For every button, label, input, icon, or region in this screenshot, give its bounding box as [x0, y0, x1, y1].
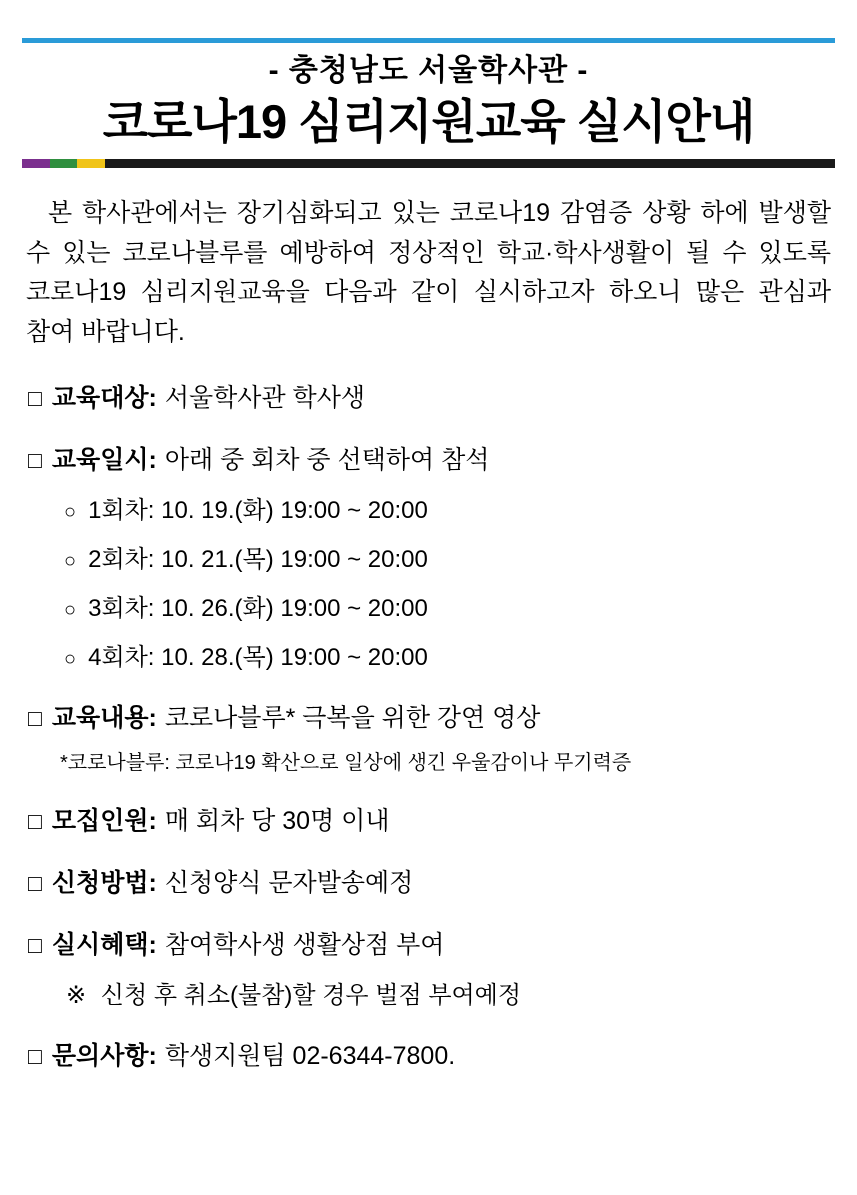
footnote-corona-blue: *코로나블루: 코로나19 확산으로 일상에 생긴 우울감이나 무기력증 — [60, 752, 632, 775]
circle-bullet-icon: ○ — [64, 550, 77, 573]
item-application-method — [22, 863, 835, 899]
item-benefit — [22, 925, 835, 961]
item-contact — [22, 1036, 835, 1072]
round-list — [22, 490, 835, 672]
list-item — [64, 637, 835, 672]
item-value: 코로나블루* 극복을 위한 강연 영상 — [164, 704, 541, 733]
rule-segment-purple — [22, 159, 50, 168]
round-text: 4회차: 10. 28.(목) 19:00 ~ 20:00 — [88, 644, 428, 672]
item-capacity — [22, 801, 835, 837]
checkbox-icon: □ — [28, 870, 42, 897]
poster-title: 코로나19 심리지원교육 실시안내 — [102, 95, 755, 148]
checkbox-icon: □ — [28, 1043, 42, 1070]
item-education-target — [22, 378, 835, 414]
round-text: 1회차: 10. 19.(화) 19:00 ~ 20:00 — [88, 497, 428, 525]
item-value: 신청양식 문자발송예정 — [164, 869, 414, 898]
list-item — [64, 490, 835, 525]
item-value: 서울학사관 학사생 — [164, 384, 365, 413]
item-value: 학생지원팀 02-6344-7800. — [164, 1042, 456, 1071]
intro-paragraph: 본 학사관에서는 장기심화되고 있는 코로나19 감염증 상황 하에 발생할 수 있는 코로나블루를 예방하여 정상적인 학교·학사생활이 될 수 있도록 코로나19 심리지원교육을 다음과 같이 실시하고자 하오니 많은 관심과 참여 바랍니다. — [26, 199, 831, 346]
item-value: 아래 중 회차 중 선택하여 참석 — [164, 446, 490, 475]
poster-page — [0, 38, 857, 1195]
header-bottom-rule — [22, 159, 835, 168]
circle-bullet-icon: ○ — [64, 648, 77, 671]
rule-segment-dark — [105, 159, 835, 168]
item-colon: : — [148, 704, 157, 733]
item-education-datetime — [22, 440, 835, 476]
item-label: 교육내용 — [51, 704, 149, 733]
item-label: 교육대상 — [51, 384, 149, 413]
circle-bullet-icon: ○ — [64, 501, 77, 524]
reference-mark-icon: ※ — [66, 982, 87, 1010]
item-label: 교육일시 — [51, 446, 149, 475]
item-colon: : — [148, 446, 157, 475]
checkbox-icon: □ — [28, 808, 42, 835]
item-colon: : — [148, 931, 157, 960]
round-text: 3회차: 10. 26.(화) 19:00 ~ 20:00 — [88, 595, 428, 623]
list-item — [64, 588, 835, 623]
item-value: 참여학사생 생활상점 부여 — [164, 931, 445, 960]
item-colon: : — [148, 869, 157, 898]
item-colon: : — [148, 384, 157, 413]
rule-segment-green — [50, 159, 78, 168]
checkbox-icon: □ — [28, 447, 42, 474]
round-text: 2회차: 10. 21.(목) 19:00 ~ 20:00 — [88, 546, 428, 574]
poster-subtitle: - 충청남도 서울학사관 - — [268, 54, 589, 87]
penalty-note — [22, 975, 835, 1010]
item-colon: : — [148, 1042, 157, 1071]
list-item — [64, 539, 835, 574]
item-label: 신청방법 — [51, 869, 149, 898]
checkbox-icon: □ — [28, 932, 42, 959]
rule-segment-yellow — [77, 159, 105, 168]
item-value: 매 회차 당 30명 이내 — [164, 807, 390, 836]
checkbox-icon: □ — [28, 705, 42, 732]
item-education-content — [22, 698, 835, 734]
item-label: 실시혜택 — [51, 931, 149, 960]
item-colon: : — [148, 807, 157, 836]
checkbox-icon: □ — [28, 385, 42, 412]
penalty-note-text: 신청 후 취소(불참)할 경우 벌점 부여예정 — [100, 982, 522, 1010]
item-label: 모집인원 — [51, 807, 149, 836]
header-top-rule — [22, 38, 835, 43]
circle-bullet-icon: ○ — [64, 599, 77, 622]
item-label: 문의사항 — [51, 1042, 149, 1071]
